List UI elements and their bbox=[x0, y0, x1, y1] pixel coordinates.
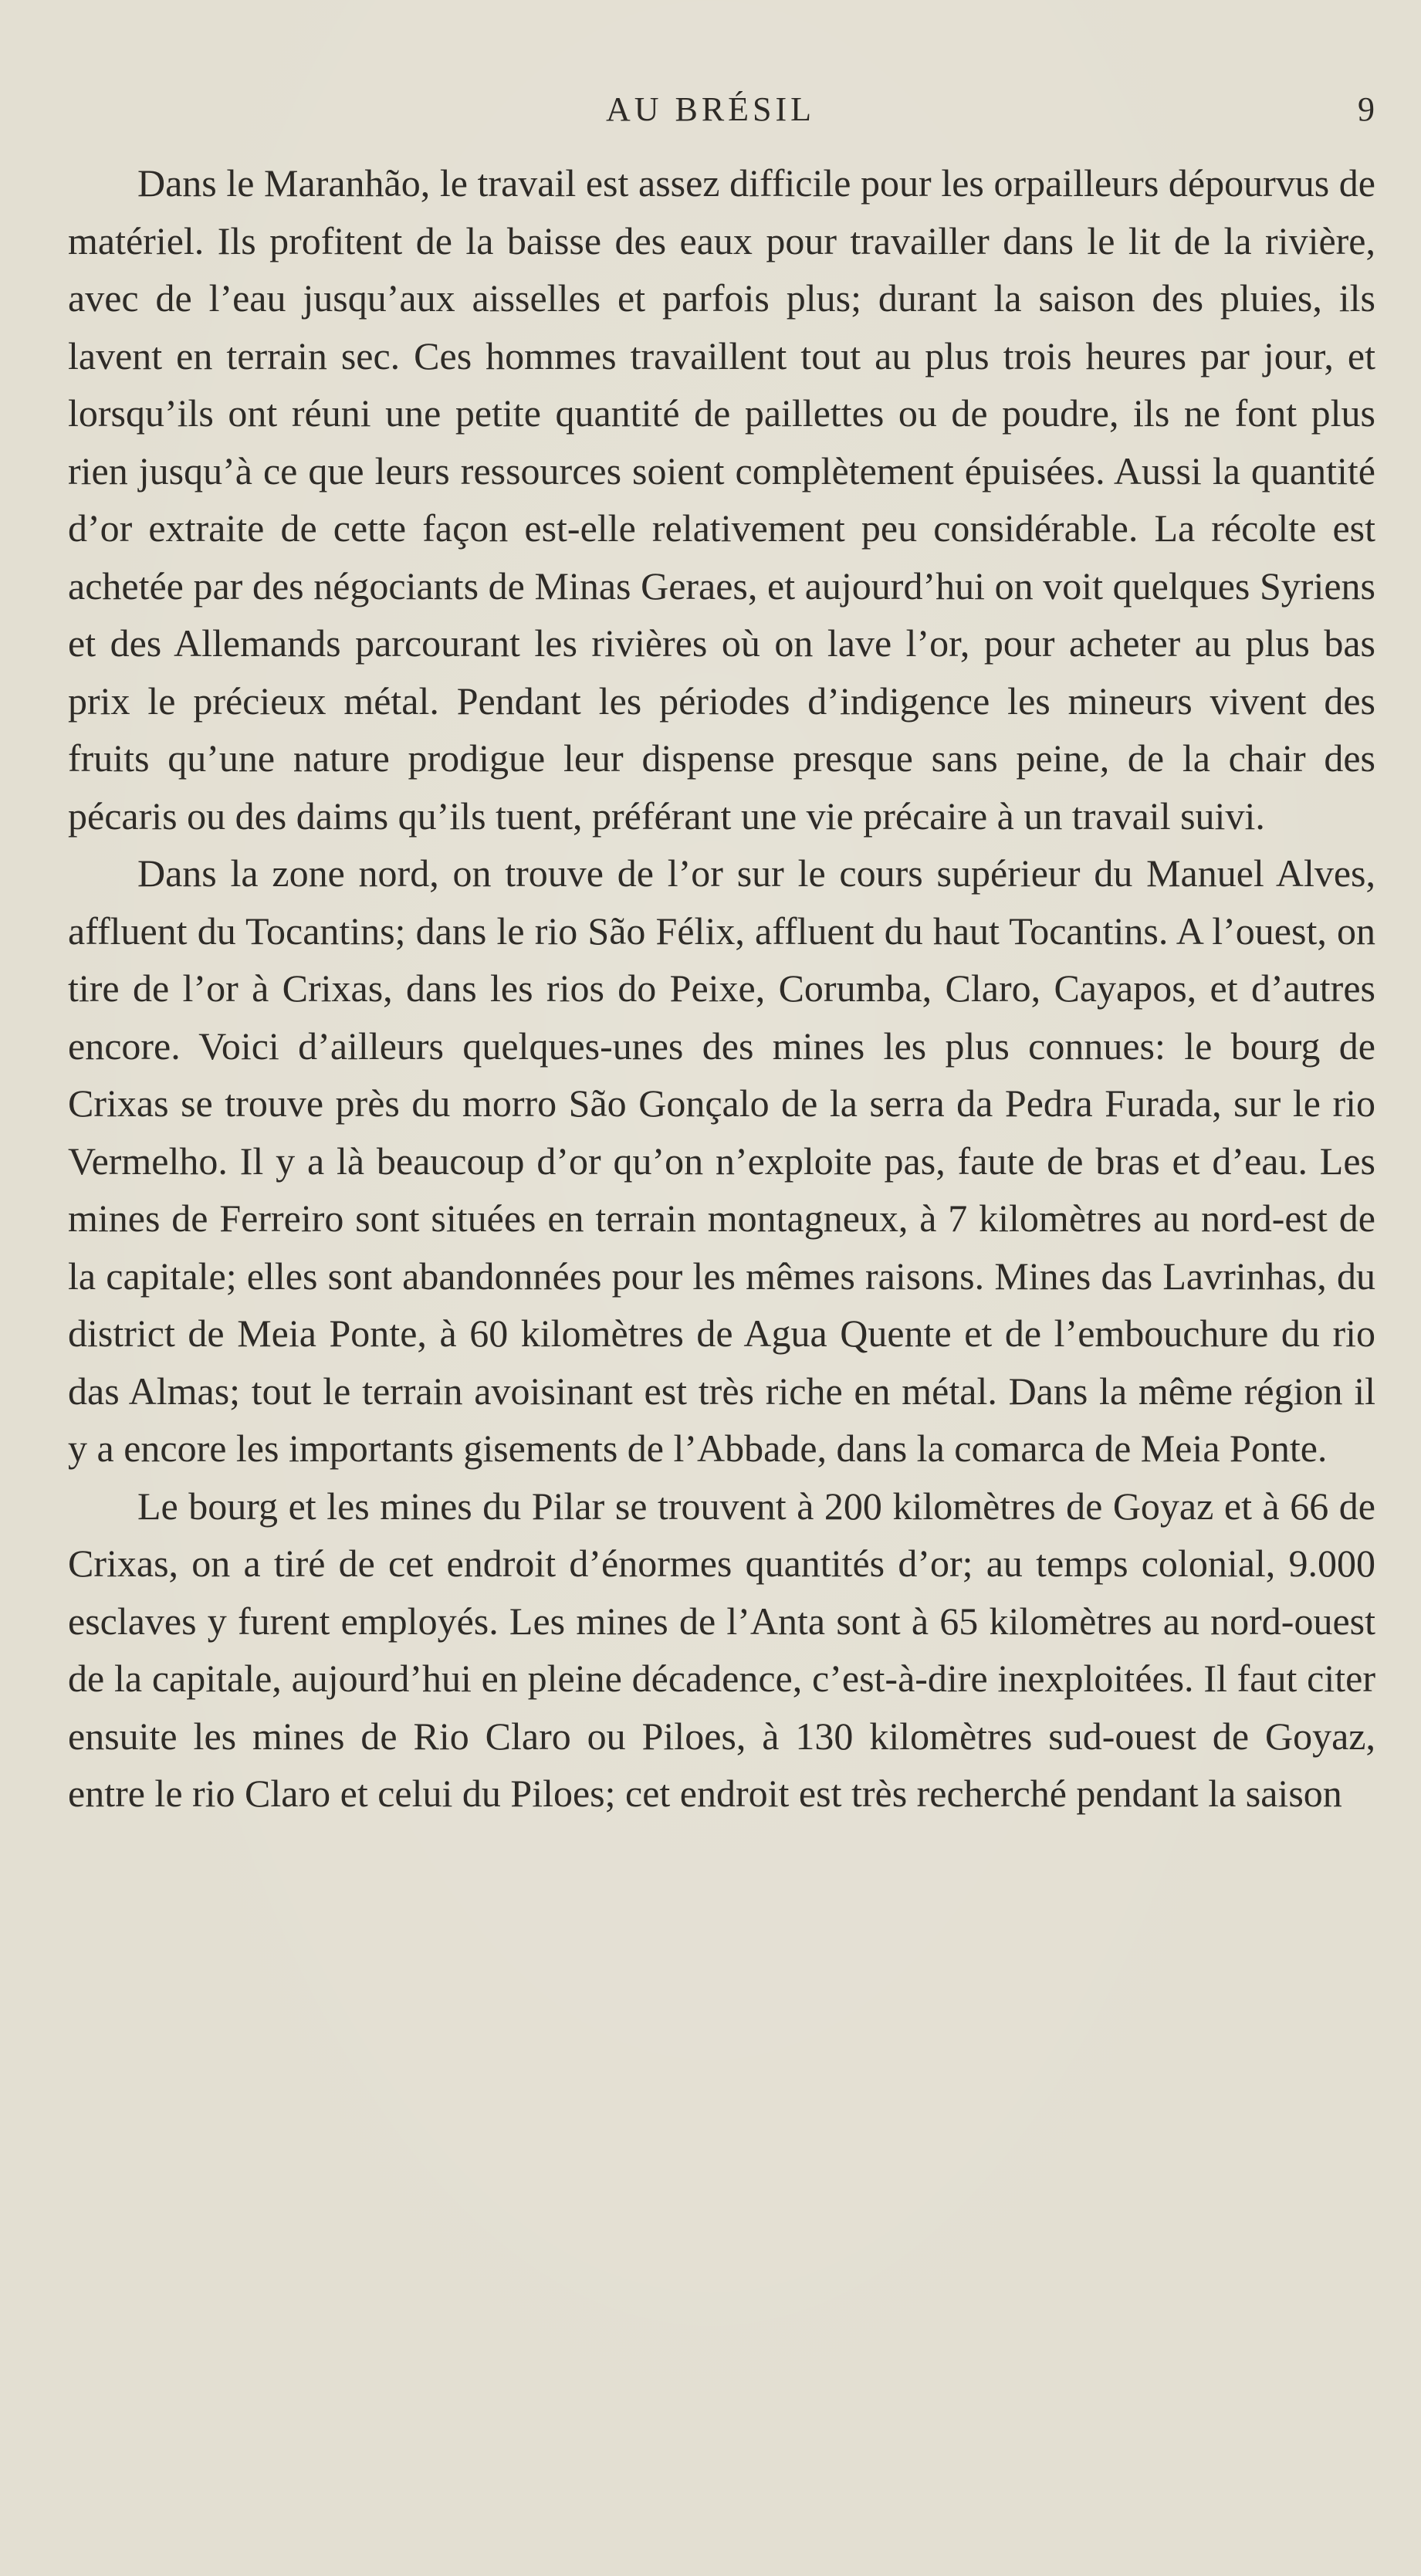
running-head bbox=[0, 86, 1421, 133]
paragraph-pilar-mines: Le bourg et les mines du Pilar se trouvent à 200 kilomètres de Goyaz et à 66 de Crixas, on a tiré de cet endroit d’énormes quantités d’or; au temps colonial, 9.000 esclaves y furent employés. Les mines de l’Anta sont à 65 kilomètres au nord-ouest de la capitale, aujourd’hui en pleine décadence, c’est-à-dire inexploitées. Il faut citer ensuite les mines de Rio Claro ou Piloes, à 130 kilomètres sud-ouest de Goyaz, entre le rio Claro et celui du Piloes; cet endroit est très recherché pendant la saison bbox=[68, 1484, 1375, 1815]
paragraph-northern-zone-mines: Dans la zone nord, on trouve de l’or sur le cours supérieur du Manuel Alves, affluent du Tocantins; dans le rio São Félix, affluent du haut Tocantins. A l’ouest, on tire de l’or à Crixas, dans les rios do Peixe, Corumba, Claro, Cayapos, et d’autres encore. Voici d’ailleurs quelques-unes des mines les plus connues: le bourg de Crixas se trouve près du morro São Gonçalo de la serra da Pedra Furada, sur le rio Vermelho. Il y a là beaucoup d’or qu’on n’exploite pas, faute de bras et d’eau. Les mines de Ferreiro sont situées en terrain montagneux, à 7 kilomètres au nord-est de la capitale; elles sont abandonnées pour les mêmes raisons. Mines das Lavrinhas, du district de Meia Ponte, à 60 kilomètres de Agua Quente et de l’embouchure du rio das Almas; tout le terrain avoisinant est très riche en métal. Dans la même région il y a encore les importants gisements de l’Abbade, dans la comarca de Meia Ponte. bbox=[68, 851, 1375, 1470]
page-number: 9 bbox=[1358, 90, 1375, 128]
body-text bbox=[68, 154, 1375, 1823]
paragraph-maranhao-gold-washers: Dans le Maranhão, le travail est assez difficile pour les orpailleurs dépourvus de matériel. Ils profitent de la baisse des eaux pour travailler dans le lit de la rivière, avec de l’eau jusqu’aux aisselles et parfois plus; durant la saison des pluies, ils lavent en terrain sec. Ces hommes travaillent tout au plus trois heures par jour, et lorsqu’ils ont réuni une petite quantité de paillettes ou de poudre, ils ne font plus rien jusqu’à ce que leurs ressources soient complètement épuisées. Aussi la quantité d’or extraite de cette façon est-elle relativement peu considérable. La récolte est achetée par des négociants de Minas Geraes, et aujourd’hui on voit quelques Syriens et des Allemands parcourant les rivières où on lave l’or, pour acheter au plus bas prix le précieux métal. Pendant les périodes d’indigence les mineurs vivent des fruits qu’une nature prodigue leur dispense presque sans peine, de la chair des pécaris ou des daims qu’ils tuent, préférant une vie précaire à un travail suivi. bbox=[68, 161, 1375, 838]
running-title: AU BRÉSIL bbox=[605, 90, 816, 128]
